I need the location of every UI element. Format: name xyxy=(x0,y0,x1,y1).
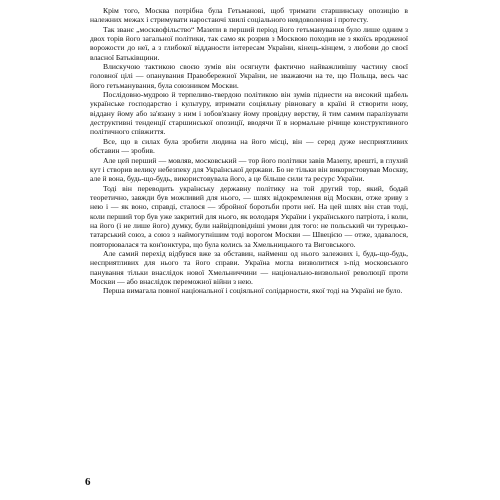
paragraph: Крім того, Москва потрібна була Гетьманові, щоб тримати старшинську опозицію в належних межах і стримувати наростаючі хвилі соціального невдоволення і протесту. xyxy=(90,6,408,25)
paragraph: Все, що в силах була зробити людина на його місці, він — серед дуже несприятливих обставин — зробив. xyxy=(90,136,408,156)
paragraph: Але самий перехід відбувся вже за обставин, найменш од нього залежних і, будь-що-будь, несприятливих для нього та його справи. Україна могла визволитися з-під московського панування тільки внаслідок нової Хмельниччини — національно-визвольної революції проти Москви — або внаслідок переможної війни з нею. xyxy=(90,248,408,286)
paragraph: Послідовно-мудрою й терпеливо-твердою політикою він зумів піднести на високий щабель українське господарство і культуру, втримати соціяльну рівновагу в країні й створити нову, віддану йому або за'язану з ним і зобов'язану йому провідну верству, й тим самим паралізувати деструктивні тенденції старшинської опозиції, вводячи її в нормальне річище конструктивного політичного співжиття. xyxy=(90,90,408,137)
paragraph: Тоді він переводить українську державну політику на той другий тор, який, бодай теоретично, завжди був можливий для нього, — шлях відокремлення від Москви, отже зриву з нею і — як воно, справді, сталося — збройної боротьби проти неї. На цей шлях він став тоді, коли перший тор був уже закритий для нього, як володаря України і українського патріота, і коли, на його (і не лише його) думку, були найвідповідніші умови для того: не польський чи турецько-татарський союз, а союз з наймогутнішим тоді ворогом Москви — Швецією — отже, здавалося, повторювалася та кон'юнктура, що була колись за Хмельницького та Виговського. xyxy=(90,183,408,249)
paragraph: Так званє „москвофільство“ Мазепи в перший період його гетьманування було лише одним з двох торів його загальної політики, так само як розрив з Москвою походив не з якоїсь вродженої ворожости до неї, а з глибокої відданости інтересам України, кінець-кінцем, з любови до своєї власної Батьківщини. xyxy=(90,24,408,62)
body-text xyxy=(90,6,408,296)
page-number: 6 xyxy=(85,476,91,488)
paragraph: Але цей перший — мовляв, московський — тор його політики завів Мазепу, врешті, в глухий кут і створив велику небезпеку для Української держави. Бо не тільки він використовував Москву, але й вона, будь-що-будь, використовувала його, а це більше сили та ресурс України. xyxy=(90,155,408,184)
paragraph: Перша вимагала повної національної і соціяльної солідарности, якої тоді на Україні не було. xyxy=(103,286,403,296)
paragraph: Влискучою тактикою своєю зумів він осягнути фактично найважливішу частину своєї головної цілі — опанування Правобережної України, не зважаючи на те, що Польща, весь час його гетьманування, була союзником Москви. xyxy=(90,62,408,90)
